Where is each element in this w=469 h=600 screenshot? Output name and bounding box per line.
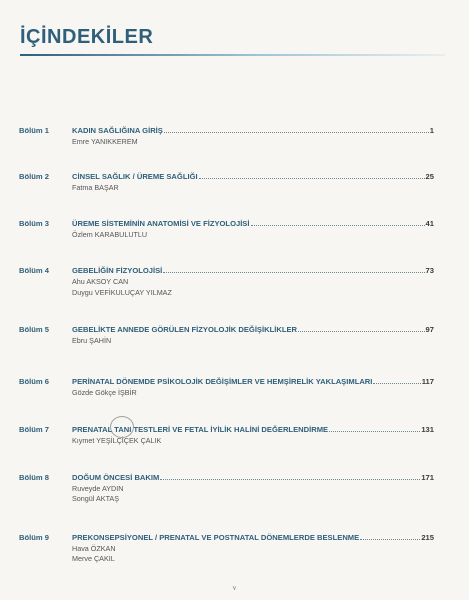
- author-name: Duygu VEFİKULUÇAY YILMAZ: [72, 288, 172, 297]
- page-number: 41: [425, 219, 434, 228]
- author-name: Ebru ŞAHİN: [72, 336, 112, 345]
- chapter-title-line: [72, 219, 434, 228]
- page-title: İÇİNDEKİLER: [20, 26, 154, 48]
- dot-leader: [163, 266, 424, 273]
- page-number: 131: [421, 425, 434, 434]
- chapter-title-line: [72, 473, 434, 482]
- dot-leader: [373, 377, 420, 384]
- dot-leader: [329, 425, 420, 432]
- chapter-label: Bölüm 9: [19, 533, 49, 542]
- dot-leader: [298, 325, 425, 332]
- chapter-label: Bölüm 2: [19, 172, 49, 181]
- page-number: 25: [425, 172, 434, 181]
- chapter-title-line: [72, 266, 434, 275]
- chapter-label: Bölüm 5: [19, 325, 49, 334]
- handwritten-circle-mark: [110, 416, 134, 438]
- page-number-footer: v: [232, 584, 237, 592]
- chapter-title: GEBELİĞİN FİZYOLOJİSİ: [72, 266, 163, 275]
- dot-leader: [360, 533, 420, 540]
- page-number: 215: [421, 533, 434, 542]
- author-name: Merve ÇAKIL: [72, 554, 115, 563]
- chapter-title: GEBELİKTE ANNEDE GÖRÜLEN FİZYOLOJİK DEĞİŞİKLİKLER: [72, 325, 298, 334]
- author-name: Ahu AKSOY CAN: [72, 277, 129, 286]
- author-name: Fatma BAŞAR: [72, 183, 119, 192]
- chapter-label: Bölüm 1: [19, 126, 49, 135]
- chapter-title: KADIN SAĞLIĞINA GİRİŞ: [72, 126, 163, 135]
- chapter-label: Bölüm 8: [19, 473, 49, 482]
- chapter-title-line: [72, 533, 434, 542]
- chapter-title: PRENATAL TANI TESTLERİ VE FETAL İYİLİK HALİNİ DEĞERLENDİRME: [72, 425, 329, 434]
- dot-leader: [251, 219, 425, 226]
- chapter-title-line: [72, 377, 434, 386]
- chapter-title-line: [72, 172, 434, 181]
- chapter-label: Bölüm 4: [19, 266, 49, 275]
- page-number: 97: [425, 325, 434, 334]
- author-name: Ruveyde AYDIN: [72, 484, 124, 493]
- page-number: 171: [421, 473, 434, 482]
- chapter-title: PERİNATAL DÖNEMDE PSİKOLOJİK DEĞİŞİMLER VE HEMŞİRELİK YAKLAŞIMLARI: [72, 377, 373, 386]
- chapter-title: CİNSEL SAĞLIK / ÜREME SAĞLIĞI: [72, 172, 198, 181]
- author-name: Gözde Gökçe İŞBİR: [72, 388, 137, 397]
- author-name: Emre YANIKKEREM: [72, 137, 138, 146]
- chapter-label: Bölüm 6: [19, 377, 49, 386]
- page-number: 1: [429, 126, 434, 135]
- author-name: Hava ÖZKAN: [72, 544, 116, 553]
- dot-leader: [160, 473, 420, 480]
- title-divider: [20, 54, 445, 56]
- author-name: Özlem KARABULUTLU: [72, 230, 148, 239]
- dot-leader: [199, 172, 425, 179]
- page-number: 73: [425, 266, 434, 275]
- author-name: Kıymet YEŞİLÇİÇEK ÇALIK: [72, 436, 162, 445]
- chapter-title-line: [72, 325, 434, 334]
- chapter-title: DOĞUM ÖNCESİ BAKIM: [72, 473, 160, 482]
- chapter-label: Bölüm 7: [19, 425, 49, 434]
- page-number: 117: [421, 377, 434, 386]
- chapter-title-line: [72, 126, 434, 135]
- chapter-label: Bölüm 3: [19, 219, 49, 228]
- dot-leader: [164, 126, 429, 133]
- chapter-title: PREKONSEPSİYONEL / PRENATAL VE POSTNATAL DÖNEMLERDE BESLENME: [72, 533, 360, 542]
- author-name: Songül AKTAŞ: [72, 494, 120, 503]
- chapter-title: ÜREME SİSTEMİNİN ANATOMİSİ VE FİZYOLOJİSİ: [72, 219, 250, 228]
